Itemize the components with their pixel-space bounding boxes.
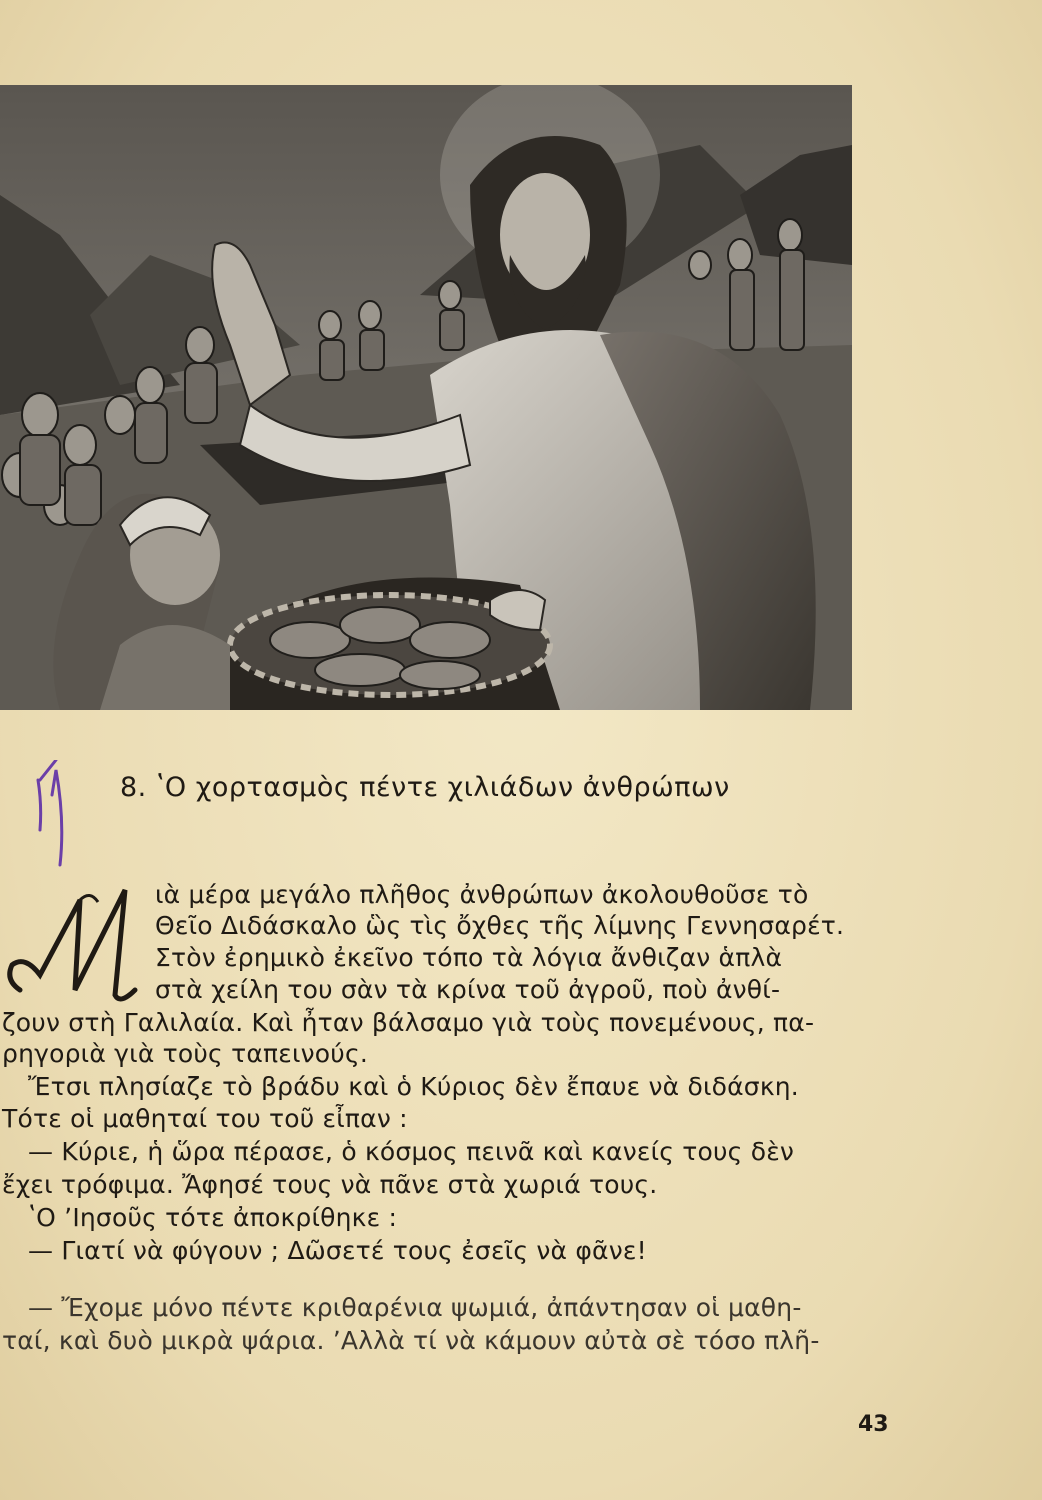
- body-line-3: Στὸν ἐρημικὸ ἐκεῖνο τόπο τὰ λόγια ἄνθιζαν ἁπλὰ: [155, 943, 783, 972]
- body-line-9: — Κύριε, ἡ ὥρα πέρασε, ὁ κόσμος πεινᾶ καὶ κανείς τους δὲν: [28, 1137, 795, 1166]
- body-line-5: ζουν στὴ Γαλιλαία. Καὶ ἦταν βάλσαμο γιὰ τοὺς πονεμένους, πα-: [2, 1008, 815, 1037]
- drop-cap-letter: [0, 880, 150, 1010]
- body-line-4: στὰ χείλη του σὰν τὰ κρίνα τοῦ ἀγροῦ, ποὺ ἀνθί-: [155, 975, 781, 1004]
- body-line-2: Θεῖο Διδάσκαλο ὣς τὶς ὄχθες τῆς λίμνης Γεννησαρέτ.: [155, 911, 845, 940]
- chapter-title: 8. ʽΟ χορτασμὸς πέντε χιλιάδων ἀνθρώπων: [120, 772, 730, 803]
- body-line-1: ιὰ μέρα μεγάλο πλῆθος ἀνθρώπων ἀκολουθοῦσε τὸ: [155, 880, 809, 909]
- page-number: 43: [858, 1412, 889, 1437]
- body-line-14: ταί, καὶ δυὸ μικρὰ ψάρια. ʼΑλλὰ τί νὰ κάμουν αὐτὰ σὲ τόσο πλῆ-: [2, 1326, 820, 1355]
- illustration-jesus-with-basket: [0, 85, 852, 710]
- body-line-13: — Ἔχομε μόνο πέντε κριθαρένια ψωμιά, ἀπάντησαν οἱ μαθη-: [28, 1293, 802, 1322]
- body-line-7: Ἔτσι πλησίαζε τὸ βράδυ καὶ ὁ Κύριος δὲν ἔπαυε νὰ διδάσκη.: [28, 1072, 799, 1101]
- body-line-8: Τότε οἱ μαθηταί του τοῦ εἶπαν :: [2, 1104, 408, 1133]
- body-line-10: ἔχει τρόφιμα. Ἄφησέ τους νὰ πᾶνε στὰ χωριά τους.: [2, 1170, 658, 1199]
- handwritten-margin-mark: [30, 760, 90, 870]
- body-line-12: — Γιατί νὰ φύγουν ; Δῶσετέ τους ἐσεῖς νὰ φᾶνε!: [28, 1236, 647, 1265]
- body-line-11: ʽΟ ʼΙησοῦς τότε ἀποκρίθηκε :: [28, 1203, 398, 1232]
- body-line-6: ρηγοριὰ γιὰ τοὺς ταπεινούς.: [2, 1039, 368, 1068]
